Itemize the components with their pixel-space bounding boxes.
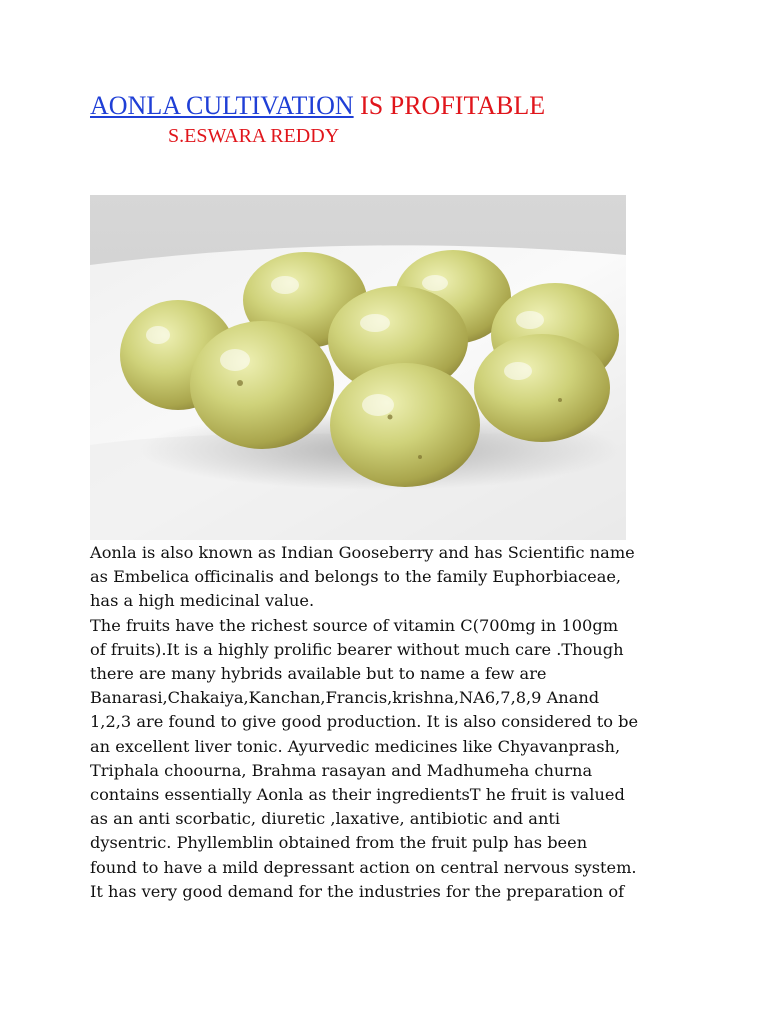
body-line: an excellent liver tonic. Ayurvedic medicines like Chyavanprash, (90, 736, 621, 756)
title-link[interactable]: AONLA CULTIVATION (90, 91, 354, 120)
author-name: S.ESWARA REDDY (168, 125, 340, 147)
body-text (90, 541, 690, 904)
body-line: Aonla is also known as Indian Gooseberry and has Scientific name (90, 543, 635, 562)
body-line: 1,2,3 are found to give good production. It is also considered to be (90, 712, 639, 732)
amla-fruits-image (90, 195, 626, 540)
body-line: as Embelica officinalis and belongs to the family Euphorbiaceae, (90, 567, 622, 587)
title-rest: IS PROFITABLE (353, 91, 546, 120)
body-line: found to have a mild depressant action on central nervous system. (90, 857, 637, 877)
fruit-photo-illustration (90, 195, 626, 540)
body-line: The fruits have the richest source of vitamin C(700mg in 100gm (90, 615, 619, 635)
body-line: as an anti scorbatic, diuretic ,laxative, antibiotic and anti (90, 809, 561, 829)
body-line: Triphala choourna, Brahma rasayan and Madhumeha churna (90, 760, 593, 780)
body-line: It has very good demand for the industries for the preparation of (90, 881, 625, 901)
body-line: of fruits).It is a highly prolific bearer without much care .Though (90, 639, 624, 659)
document-title (90, 90, 545, 122)
body-line: there are many hybrids available but to name a few are (90, 664, 547, 684)
body-line: Banarasi,Chakaiya,Kanchan,Francis,krishna,NA6,7,8,9 Anand (90, 688, 600, 708)
body-line: contains essentially Aonla as their ingredientsT he fruit is valued (90, 785, 625, 805)
body-line: dysentric. Phyllemblin obtained from the fruit pulp has been (90, 833, 588, 853)
body-line: has a high medicinal value. (90, 591, 315, 611)
